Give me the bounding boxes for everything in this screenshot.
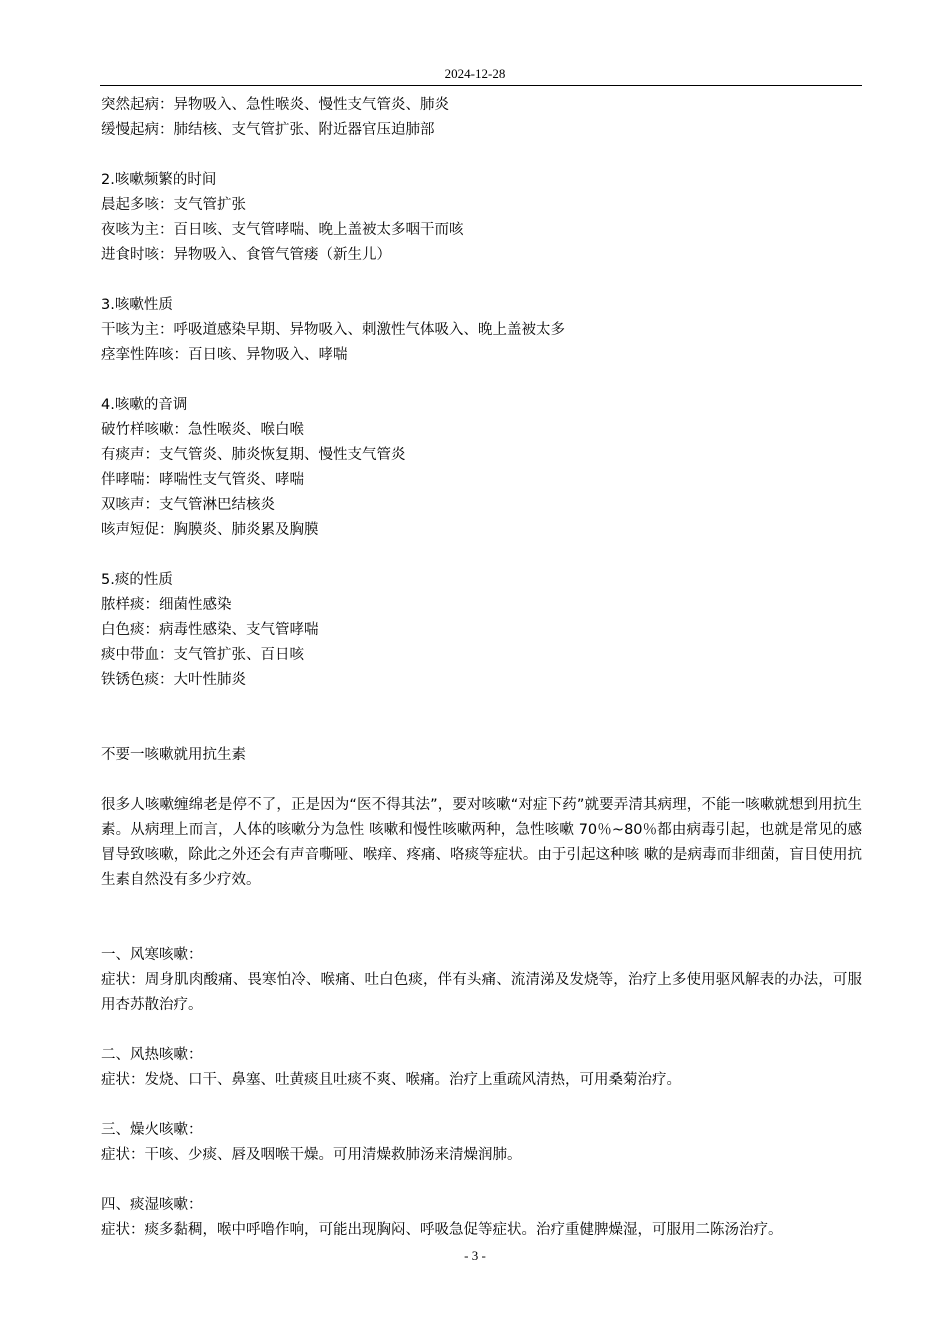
onset-gradual: 缓慢起病：肺结核、支气管扩张、附近器官压迫肺部 bbox=[101, 122, 435, 138]
page-number: - 3 - bbox=[464, 1248, 486, 1263]
section-title: 4.咳嗽的音调 bbox=[101, 397, 188, 413]
cough-type-title: 三、燥火咳嗽： bbox=[101, 1122, 203, 1138]
cough-type-title: 四、痰湿咳嗽： bbox=[101, 1197, 203, 1213]
list-item: 脓样痰：细菌性感染 bbox=[101, 597, 232, 613]
header-date: 2024-12-28 bbox=[444, 66, 506, 81]
cough-type-symptom: 症状：痰多黏稠，喉中呼噜作响，可能出现胸闷、呼吸急促等症状。治疗重健脾燥湿，可服用二陈汤治疗。 bbox=[101, 1222, 783, 1238]
document-body bbox=[101, 93, 862, 1243]
list-item: 夜咳为主：百日咳、支气管哮喘、晚上盖被太多咽干而咳 bbox=[101, 222, 464, 238]
cough-type-title: 一、风寒咳嗽： bbox=[101, 947, 203, 963]
list-item: 有痰声：支气管炎、肺炎恢复期、慢性支气管炎 bbox=[101, 447, 406, 463]
list-item: 晨起多咳：支气管扩张 bbox=[101, 197, 246, 213]
antibiotics-paragraph: 很多人咳嗽缠绵老是停不了，正是因为“医不得其法”，要对咳嗽“对症下药”就要弄清其病理，不能一咳嗽就想到用抗生素。从病理上而言，人体的咳嗽分为急性 咳嗽和慢性咳嗽两种，急性咳嗽 70％~80％都由病毒引起，也就是常见的感冒导致咳嗽，除此之外还会有声音嘶哑、喉痒、疼痛、咯痰等症状。由于引起这种咳 嗽的是病毒而非细菌，盲目使用抗生素自然没有多少疗效。 bbox=[101, 797, 862, 888]
header-rule bbox=[100, 85, 862, 86]
list-item: 铁锈色痰：大叶性肺炎 bbox=[101, 672, 246, 688]
list-item: 白色痰：病毒性感染、支气管哮喘 bbox=[101, 622, 319, 638]
section-title: 3.咳嗽性质 bbox=[101, 297, 173, 313]
list-item: 双咳声：支气管淋巴结核炎 bbox=[101, 497, 275, 513]
section-title: 5.痰的性质 bbox=[101, 572, 173, 588]
list-item: 破竹样咳嗽：急性喉炎、喉白喉 bbox=[101, 422, 304, 438]
list-item: 伴哮喘：哮喘性支气管炎、哮喘 bbox=[101, 472, 304, 488]
cough-type-symptom: 症状：干咳、少痰、唇及咽喉干燥。可用清燥救肺汤来清燥润肺。 bbox=[101, 1147, 522, 1163]
list-item: 进食时咳：异物吸入、食管气管瘘（新生儿） bbox=[101, 247, 391, 263]
list-item: 痰中带血：支气管扩张、百日咳 bbox=[101, 647, 304, 663]
list-item: 干咳为主：呼吸道感染早期、异物吸入、刺激性气体吸入、晚上盖被太多 bbox=[101, 322, 565, 338]
section-title: 2.咳嗽频繁的时间 bbox=[101, 172, 217, 188]
list-item: 咳声短促：胸膜炎、肺炎累及胸膜 bbox=[101, 522, 319, 538]
cough-type-symptom: 症状：发烧、口干、鼻塞、吐黄痰且吐痰不爽、喉痛。治疗上重疏风清热，可用桑菊治疗。 bbox=[101, 1072, 681, 1088]
onset-sudden: 突然起病：异物吸入、急性喉炎、慢性支气管炎、肺炎 bbox=[101, 97, 449, 113]
antibiotics-heading: 不要一咳嗽就用抗生素 bbox=[101, 747, 246, 763]
cough-type-title: 二、风热咳嗽： bbox=[101, 1047, 203, 1063]
list-item: 痉挛性阵咳：百日咳、异物吸入、哮喘 bbox=[101, 347, 348, 363]
cough-type-symptom: 症状：周身肌肉酸痛、畏寒怕冷、喉痛、吐白色痰，伴有头痛、流清涕及发烧等，治疗上多使用驱风解表的办法，可服用杏苏散治疗。 bbox=[101, 972, 862, 1013]
